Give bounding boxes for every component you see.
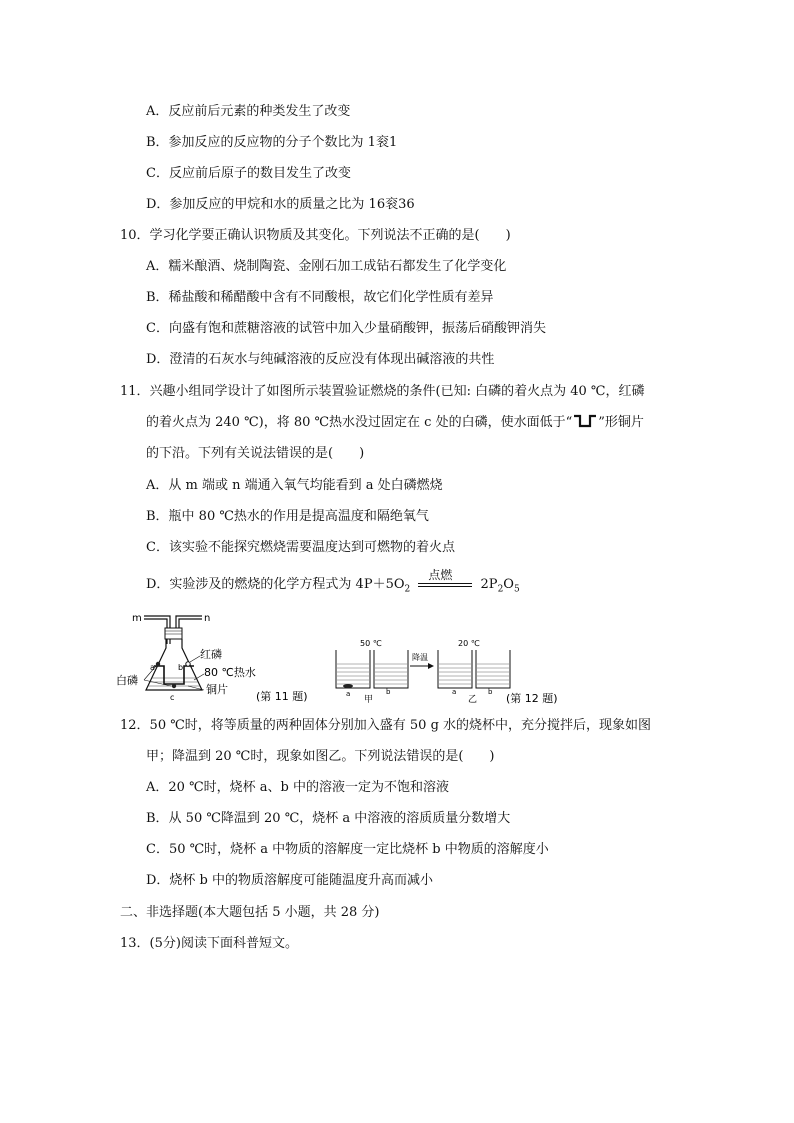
beaker-a-jia [336,650,370,688]
fig11-caption: (第 11 题) [256,690,308,703]
beaker-a-yi [438,650,472,688]
q11-stem-line2-after: ”形铜片 [598,415,644,430]
q12-option-d: D．烧杯 b 中的物质溶解度可能随温度升高而减小 [146,873,434,888]
fig12-label-a-jia: a [346,690,351,698]
section-2-title: 二、非选择题(本大题包括 5 小题，共 28 分) [120,905,380,920]
stopper [165,628,182,639]
fig12-label-a-yi: a [452,688,457,696]
q9-option-a: A．反应前后元素的种类发生了改变 [146,104,351,119]
red-phosphorus-b [186,662,190,666]
q9-option-d: D．参加反应的甲烷和水的质量之比为 16衮36 [146,197,415,212]
q12-stem-line2: 甲；降温到 20 ℃时，现象如图乙。下列说法错误的是( ) [146,749,495,764]
fig11-label-b: b [178,663,184,672]
q11-stem-line2-before: 的着火点为 240 ℃)，将 80 ℃热水没过固定在 c 处的白磷，使水面低于“ [146,415,573,430]
q11-option-c: C．该实验不能探究燃烧需要温度达到可燃物的着火点 [146,540,455,555]
fig11-label-copper-sheet: 铜片 [206,683,228,696]
fig12-caption: (第 12 题) [506,692,558,705]
equals-line-bottom [418,586,472,587]
fig11-label-white-phosphorus: 白磷 [116,674,138,687]
fig11-label-c: c [170,693,175,702]
q10-option-a: A．糯米酿酒、烧制陶瓷、金刚石加工成钻石都发生了化学变化 [146,259,507,274]
beaker-b-yi [476,650,510,688]
q12-option-a: A．20 ℃时，烧杯 a、b 中的溶液一定为不饱和溶液 [146,780,449,795]
beaker-b-jia [374,650,408,688]
fig12-temp-20: 20 ℃ [458,639,480,648]
q13-stem: 13．(5分)阅读下面科普短文。 [120,936,298,951]
undissolved-solid-a [343,684,353,688]
q11-option-d [146,567,520,600]
q11-stem-line1: 11．兴趣小组同学设计了如图所示装置验证燃烧的条件(已知: 白磷的着火点为 40 ℃，红磷 [120,384,645,399]
fig11-label-red-phosphorus: 红磷 [200,648,222,661]
fig11-label-m: m [132,613,142,624]
white-phosphorus-a [156,662,160,666]
q11-stem-line2 [146,413,644,433]
fig12-label-yi: 乙 [468,695,478,705]
copper-sheet [154,666,194,684]
fig12-label-jia: 甲 [364,695,374,705]
white-phosphorus-c [172,684,176,688]
q10-stem: 10．学习化学要正确认识物质及其变化。下列说法不正确的是( ) [120,228,511,243]
q12-option-b: B．从 50 ℃降温到 20 ℃，烧杯 a 中溶液的溶质质量分数增大 [146,811,511,826]
q11-stem-line3: 的下沿。下列有关说法错误的是( ) [146,446,365,461]
q11-option-d-prefix: D．实验涉及的燃烧的化学方程式为 4P＋5O [146,577,405,592]
q11-option-a: A．从 m 端或 n 端通入氧气均能看到 a 处白磷燃烧 [146,478,443,493]
reaction-condition-label: 点燃 [428,567,453,582]
q10-option-c: C．向盛有饱和蔗糖溶液的试管中加入少量硝酸钾，振荡后硝酸钾消失 [146,321,546,336]
fig11-label-a: a [150,663,155,672]
q12-option-c: C．50 ℃时，烧杯 a 中物质的溶解度一定比烧杯 b 中物质的溶解度小 [146,842,549,857]
figure-11-flask-apparatus [116,608,316,704]
q11-option-d-sub2: 2 [497,584,504,595]
q12-stem-line1: 12．50 ℃时，将等质量的两种固体分别加入盛有 50 g 水的烧杯中，充分搅拌后，现象如图 [120,718,652,733]
figure-12-beakers [328,630,572,706]
equals-line-top [418,583,472,584]
fig12-temp-50: 50 ℃ [360,639,382,648]
fig11-label-hot-water: 80 ℃热水 [204,666,256,679]
copper-sheet-shape-icon [572,413,598,429]
q10-option-b: B．稀盐酸和稀醋酸中含有不同酸根，故它们化学性质有差异 [146,290,494,305]
q11-option-d-product: 2P [480,577,498,592]
fig12-arrow-label: 降温 [412,653,428,662]
fig12-label-b-jia: b [386,688,391,696]
q11-option-b: B．瓶中 80 ℃热水的作用是提高温度和隔绝氧气 [146,509,429,524]
reaction-condition [418,567,472,592]
fig12-label-b-yi: b [488,688,493,696]
q11-option-d-sub3: 5 [513,584,520,595]
q11-option-d-sub1: 2 [404,584,411,595]
q11-option-d-oxygen: O [503,577,514,592]
q9-option-b: B．参加反应的反应物的分子个数比为 1衮1 [146,135,398,150]
q9-option-c: C．反应前后原子的数目发生了改变 [146,166,351,181]
fig11-label-n: n [204,613,211,624]
q10-option-d: D．澄清的石灰水与纯碱溶液的反应没有体现出碱溶液的共性 [146,352,495,367]
